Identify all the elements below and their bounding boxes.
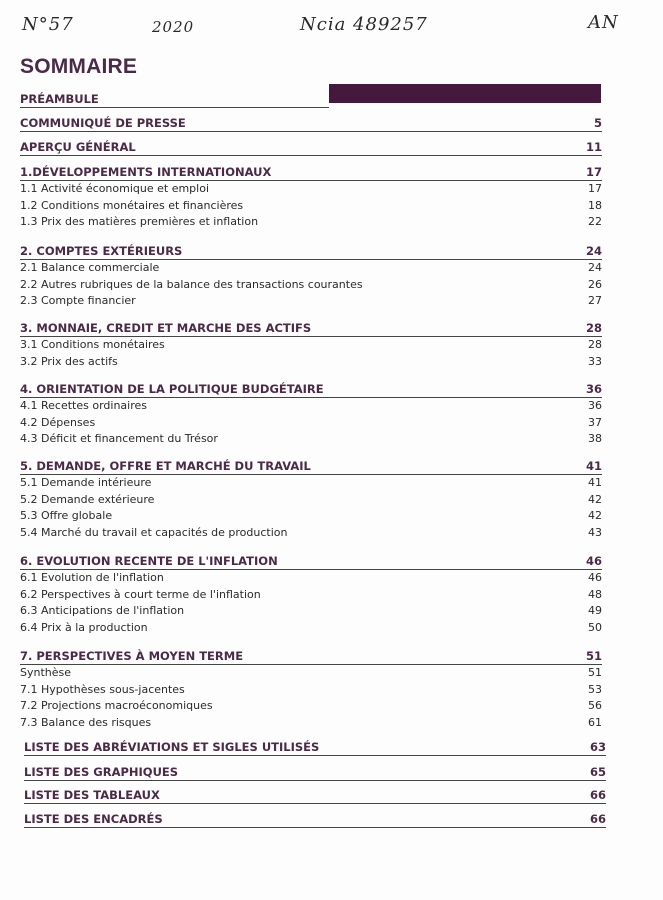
item-label: 6.2 Perspectives à court terme de l'inflation [20, 587, 261, 601]
toc-item [20, 682, 602, 699]
section-page: 41 [585, 459, 602, 473]
item-page: 24 [588, 261, 602, 274]
list-label: LISTE DES ENCADRÉS [24, 812, 163, 826]
toc-item [20, 508, 602, 525]
item-page: 50 [588, 620, 602, 634]
toc-entry-press [20, 116, 602, 132]
item-label: 5.4 Marché du travail et capacités de production [20, 525, 288, 539]
section-page: 28 [585, 321, 602, 335]
toc-item [20, 570, 602, 587]
item-page: 36 [588, 399, 602, 412]
section-header [20, 649, 602, 665]
item-label: 2.3 Compte financier [20, 294, 136, 307]
toc-preamble [20, 92, 329, 108]
item-label: 1.1 Activité économique et emploi [20, 182, 210, 195]
handwritten-number: N°57 [22, 14, 74, 35]
toc-item [20, 698, 602, 715]
item-page: 56 [588, 699, 602, 712]
toc-list-boxes [24, 812, 606, 828]
item-label: Synthèse [20, 666, 72, 679]
item-page: 38 [588, 432, 602, 445]
toc-item [20, 354, 602, 371]
item-page: 41 [588, 476, 602, 489]
item-page: 27 [588, 294, 602, 307]
item-page: 17 [588, 182, 602, 195]
handwritten-date: 2020 [152, 18, 195, 36]
item-label: 2.1 Balance commerciale [20, 261, 160, 274]
toc-entry-overview [20, 140, 602, 156]
item-label: 6.3 Anticipations de l'inflation [20, 604, 185, 617]
toc-list-graphs [24, 765, 606, 781]
item-page: 51 [588, 666, 602, 679]
toc-item [20, 475, 602, 492]
list-page: 63 [589, 740, 606, 754]
toc-section-5 [20, 459, 602, 541]
toc-item [20, 277, 602, 294]
toc-item [20, 715, 602, 732]
item-label: 1.2 Conditions monétaires et financières [20, 198, 244, 212]
section-header [20, 165, 602, 181]
toc-section-4 [20, 382, 602, 448]
list-label: LISTE DES TABLEAUX [24, 788, 160, 802]
item-page: 33 [588, 354, 602, 368]
item-label: 4.1 Recettes ordinaires [20, 399, 147, 412]
handwritten-reference: Ncia 489257 [300, 14, 428, 35]
toc-entry-page: 5 [593, 116, 602, 130]
decorative-bar [329, 84, 601, 103]
item-label: 5.3 Offre globale [20, 509, 113, 522]
item-label: 1.3 Prix des matières premières et inflation [20, 215, 259, 228]
section-page: 36 [585, 382, 602, 396]
section-header [20, 459, 602, 475]
section-header [20, 554, 602, 570]
toc-item [20, 665, 602, 682]
item-page: 37 [588, 415, 602, 429]
section-title: 7. PERSPECTIVES À MOYEN TERME [20, 649, 244, 663]
toc-section-1 [20, 165, 602, 231]
toc-entry-page: 11 [585, 140, 602, 154]
toc-list-tables [24, 788, 606, 804]
item-label: 5.1 Demande intérieure [20, 476, 152, 489]
item-page: 42 [588, 492, 602, 506]
item-page: 22 [588, 215, 602, 228]
item-label: 3.2 Prix des actifs [20, 354, 118, 368]
section-header [20, 321, 602, 337]
toc-item [20, 431, 602, 448]
toc-item [20, 337, 602, 354]
item-page: 43 [588, 525, 602, 539]
list-label: LISTE DES ABRÉVIATIONS ET SIGLES UTILISÉS [24, 740, 320, 754]
section-page: 51 [585, 649, 602, 663]
item-label: 2.2 Autres rubriques de la balance des transactions courantes [20, 277, 363, 291]
toc-item [20, 525, 602, 542]
toc-entry-label: APERÇU GÉNÉRAL [20, 140, 136, 154]
toc-entry-label: COMMUNIQUÉ DE PRESSE [20, 116, 186, 130]
item-page: 26 [588, 277, 602, 291]
list-page: 66 [589, 788, 606, 802]
section-header [20, 382, 602, 398]
toc-section-6 [20, 554, 602, 636]
item-page: 53 [588, 682, 602, 696]
item-page: 48 [588, 587, 602, 601]
item-page: 46 [588, 571, 602, 584]
list-label: LISTE DES GRAPHIQUES [24, 765, 179, 779]
toc-item [20, 181, 602, 198]
toc-item [20, 415, 602, 432]
item-page: 42 [588, 509, 602, 522]
item-label: 6.4 Prix à la production [20, 620, 148, 634]
item-label: 7.3 Balance des risques [20, 715, 152, 729]
section-title: 1.DÉVELOPPEMENTS INTERNATIONAUX [20, 165, 272, 179]
section-title: 6. EVOLUTION RECENTE DE L'INFLATION [20, 554, 278, 568]
toc-item [20, 260, 602, 277]
item-label: 7.1 Hypothèses sous-jacentes [20, 682, 185, 696]
toc-section-7 [20, 649, 602, 731]
toc-preamble-label: PRÉAMBULE [20, 92, 99, 106]
item-label: 3.1 Conditions monétaires [20, 338, 165, 351]
toc-list-abbreviations [24, 740, 606, 756]
section-page: 24 [585, 244, 602, 258]
list-page: 66 [589, 812, 606, 826]
toc-item [20, 214, 602, 231]
handwritten-mark: AN [588, 12, 619, 33]
item-page: 28 [588, 338, 602, 351]
section-page: 46 [585, 554, 602, 568]
section-title: 3. MONNAIE, CREDIT ET MARCHE DES ACTIFS [20, 321, 312, 335]
item-label: 7.2 Projections macroéconomiques [20, 699, 213, 712]
toc-item [20, 492, 602, 509]
item-label: 5.2 Demande extérieure [20, 492, 155, 506]
toc-item [20, 620, 602, 637]
toc-item [20, 293, 602, 310]
section-title: 5. DEMANDE, OFFRE ET MARCHÉ DU TRAVAIL [20, 459, 311, 473]
page-title: SOMMAIRE [20, 55, 138, 78]
toc-item [20, 603, 602, 620]
item-page: 61 [588, 715, 602, 729]
section-title: 4. ORIENTATION DE LA POLITIQUE BUDGÉTAIRE [20, 382, 324, 396]
toc-item [20, 587, 602, 604]
toc-item [20, 398, 602, 415]
toc-section-2 [20, 244, 602, 310]
list-page: 65 [589, 765, 606, 779]
toc-section-3 [20, 321, 602, 370]
section-page: 17 [585, 165, 602, 179]
item-label: 4.3 Déficit et financement du Trésor [20, 432, 218, 445]
item-label: 4.2 Dépenses [20, 415, 96, 429]
item-page: 18 [588, 198, 602, 212]
section-header [20, 244, 602, 260]
section-title: 2. COMPTES EXTÉRIEURS [20, 244, 183, 258]
item-label: 6.1 Evolution de l'inflation [20, 571, 164, 584]
item-page: 49 [588, 604, 602, 617]
toc-item [20, 198, 602, 215]
